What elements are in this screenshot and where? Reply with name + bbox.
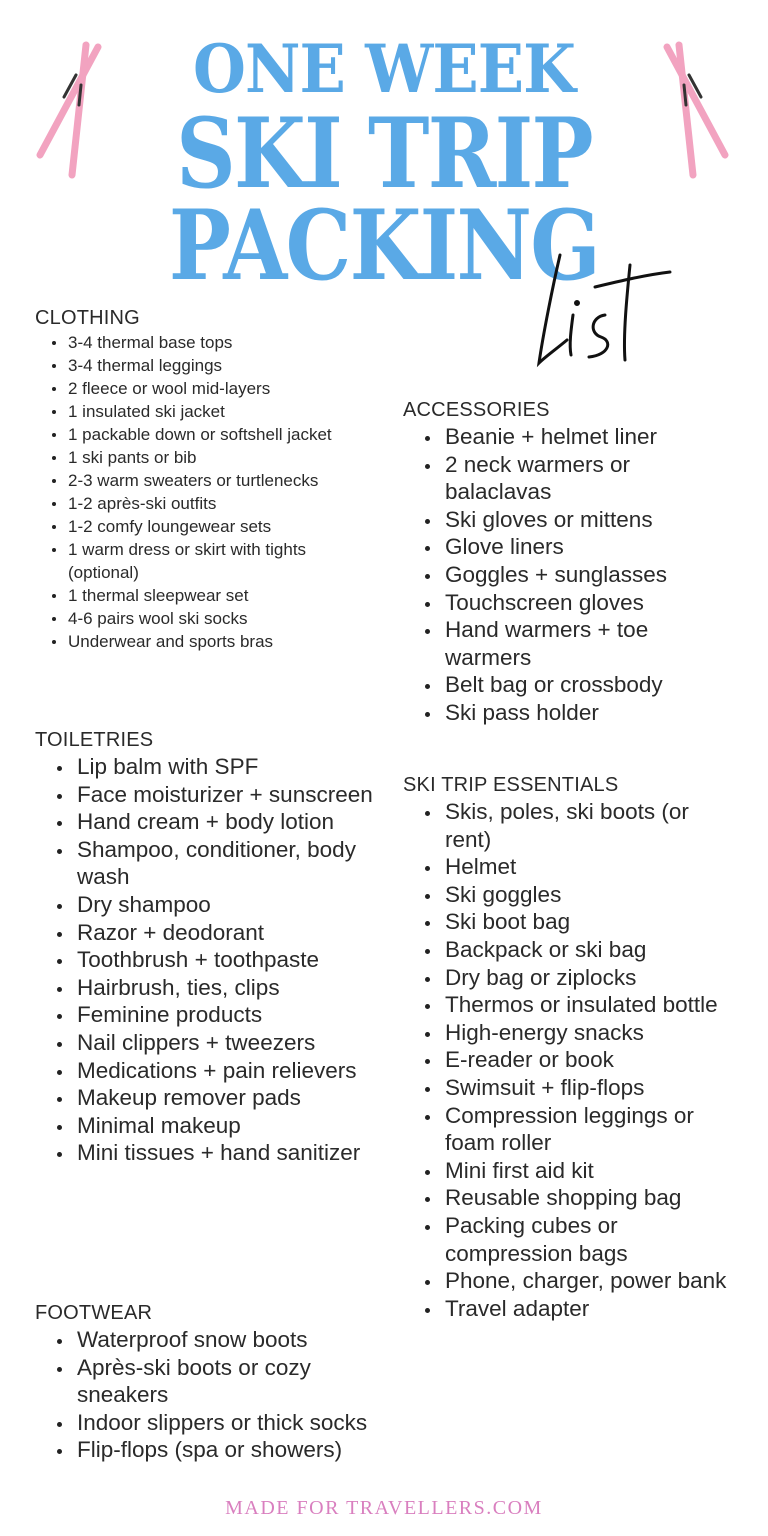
- section-ski-trip-essentials: [403, 772, 733, 1322]
- list-item: Flip-flops (spa or showers): [35, 1436, 375, 1464]
- list-item: Ski gloves or mittens: [403, 506, 728, 534]
- list-item: Hand cream + body lotion: [35, 808, 375, 836]
- list-item: Dry bag or ziplocks: [403, 964, 733, 992]
- title-line-3: PACKING: [168, 189, 600, 302]
- list-item: Touchscreen gloves: [403, 589, 728, 617]
- list-item: Lip balm with SPF: [35, 753, 375, 781]
- list-item: Underwear and sports bras: [35, 630, 375, 653]
- list-item: 3-4 thermal leggings: [35, 354, 375, 377]
- list-item: Shampoo, conditioner, body wash: [35, 836, 375, 891]
- list-item: Face moisturizer + sunscreen: [35, 781, 375, 809]
- list-item: Toothbrush + toothpaste: [35, 946, 375, 974]
- list-item: 2 neck warmers or balaclavas: [403, 451, 728, 506]
- section-clothing: [35, 305, 375, 653]
- list-item: Glove liners: [403, 533, 728, 561]
- list-item: Indoor slippers or thick socks: [35, 1409, 375, 1437]
- list-item: Mini first aid kit: [403, 1157, 733, 1185]
- list-item: 1 warm dress or skirt with tights (optional): [35, 538, 375, 584]
- item-list: [35, 1326, 375, 1464]
- list-item: Hand warmers + toe warmers: [403, 616, 728, 671]
- list-item: Waterproof snow boots: [35, 1326, 375, 1354]
- list-item: Medications + pain relievers: [35, 1057, 375, 1085]
- list-item: Swimsuit + flip-flops: [403, 1074, 733, 1102]
- list-item: Thermos or insulated bottle: [403, 991, 733, 1019]
- list-item: Nail clippers + tweezers: [35, 1029, 375, 1057]
- list-item: Feminine products: [35, 1001, 375, 1029]
- item-list: [403, 423, 728, 727]
- list-item: Razor + deodorant: [35, 919, 375, 947]
- list-item: Belt bag or crossbody: [403, 671, 728, 699]
- list-item: Compression leggings or foam roller: [403, 1102, 733, 1157]
- title-line-2: SKI TRIP: [176, 97, 592, 210]
- list-item: Makeup remover pads: [35, 1084, 375, 1112]
- list-item: Backpack or ski bag: [403, 936, 733, 964]
- section-heading: FOOTWEAR: [35, 1302, 153, 1324]
- list-item: 1-2 comfy loungewear sets: [35, 515, 375, 538]
- list-item: 1 ski pants or bib: [35, 446, 375, 469]
- item-list: [35, 753, 375, 1167]
- list-item: 4-6 pairs wool ski socks: [35, 607, 375, 630]
- list-item: Goggles + sunglasses: [403, 561, 728, 589]
- list-item: Mini tissues + hand sanitizer: [35, 1139, 375, 1167]
- list-item: E-reader or book: [403, 1046, 733, 1074]
- list-item: 1 packable down or softshell jacket: [35, 423, 375, 446]
- section-heading: CLOTHING: [35, 307, 140, 329]
- list-item: Skis, poles, ski boots (or rent): [403, 798, 733, 853]
- list-item: Après-ski boots or cozy sneakers: [35, 1354, 375, 1409]
- title-line-1: ONE WEEK: [192, 30, 575, 108]
- list-item: 1 thermal sleepwear set: [35, 584, 375, 607]
- list-item: 1 insulated ski jacket: [35, 400, 375, 423]
- list-item: Packing cubes or compression bags: [403, 1212, 733, 1267]
- list-item: 3-4 thermal base tops: [35, 331, 375, 354]
- footer-website: MADE FOR TRAVELLERS.COM: [225, 1497, 543, 1519]
- section-heading: SKI TRIP ESSENTIALS: [403, 774, 619, 796]
- list-item: Dry shampoo: [35, 891, 375, 919]
- section-accessories: [403, 397, 728, 727]
- list-item: Ski goggles: [403, 881, 733, 909]
- list-item: Minimal makeup: [35, 1112, 375, 1140]
- section-footwear: [35, 1300, 375, 1464]
- section-heading: TOILETRIES: [35, 729, 154, 751]
- list-item: Helmet: [403, 853, 733, 881]
- list-item: 2-3 warm sweaters or turtlenecks: [35, 469, 375, 492]
- list-item: Ski boot bag: [403, 908, 733, 936]
- list-item: 2 fleece or wool mid-layers: [35, 377, 375, 400]
- list-item: Reusable shopping bag: [403, 1184, 733, 1212]
- item-list: [35, 331, 375, 653]
- list-item: Phone, charger, power bank: [403, 1267, 733, 1295]
- section-heading: ACCESSORIES: [403, 399, 550, 421]
- list-item: Beanie + helmet liner: [403, 423, 728, 451]
- list-item: 1-2 après-ski outfits: [35, 492, 375, 515]
- section-toiletries: [35, 727, 375, 1167]
- list-script-word: [525, 245, 675, 375]
- list-item: Hairbrush, ties, clips: [35, 974, 375, 1002]
- list-item: High-energy snacks: [403, 1019, 733, 1047]
- item-list: [403, 798, 733, 1322]
- list-item: Ski pass holder: [403, 699, 728, 727]
- list-item: Travel adapter: [403, 1295, 733, 1323]
